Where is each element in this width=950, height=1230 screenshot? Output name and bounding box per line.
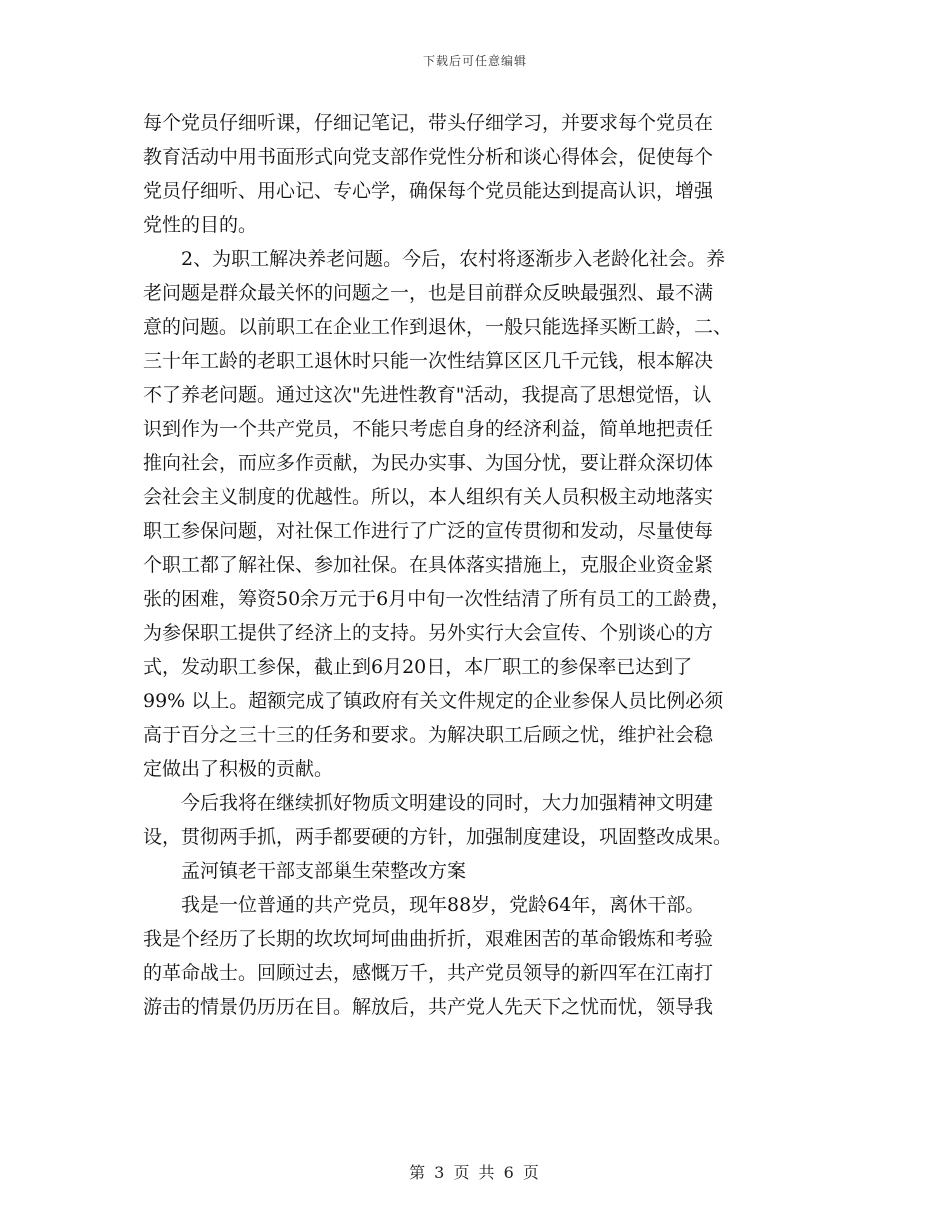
text-line: 党员仔细听、用心记、专心学，确保每个党员能达到提高认识，增强 <box>143 180 714 202</box>
text-line: 2、为职工解决养老问题。今后，农村将逐渐步入老龄化社会。养 <box>143 248 726 270</box>
text-line: 党性的目的。 <box>143 214 258 236</box>
text-line: 职工参保问题，对社保工作进行了广泛的宣传贯彻和发动，尽量使每 <box>143 520 714 542</box>
text-line: 教育活动中用书面形式向党支部作党性分析和谈心得体会，促使每个 <box>143 146 714 168</box>
text-line: 定做出了积极的贡献。 <box>143 758 334 780</box>
text-line: 为参保职工提供了经济上的支持。另外实行大会宣传、个别谈心的方 <box>143 622 714 644</box>
text-line: 老问题是群众最关怀的问题之一，也是目前群众反映最强烈、最不满 <box>143 282 714 304</box>
text-line: 三十年工龄的老职工退休时只能一次性结算区区几千元钱，根本解决 <box>143 350 714 372</box>
text-line: 推向社会，而应多作贡献，为民办实事、为国分忧，要让群众深切体 <box>143 452 714 474</box>
text-line: 的革命战士。回顾过去，感慨万千，共产党员领导的新四军在江南打 <box>143 962 714 984</box>
text-line: 不了养老问题。通过这次"先进性教育"活动，我提高了思想觉悟，认 <box>143 384 712 406</box>
text-line: 每个党员仔细听课，仔细记笔记，带头仔细学习，并要求每个党员在 <box>143 112 714 134</box>
page-number-footer: 第 3 页 共 6 页 <box>409 1163 541 1182</box>
text-line: 游击的情景仍历历在目。解放后，共产党人先天下之忧而忧，领导我 <box>143 996 714 1018</box>
text-line: 设，贯彻两手抓，两手都要硬的方针，加强制度建设，巩固整改成果。 <box>143 826 733 848</box>
text-line: 个职工都了解社保、参加社保。在具体落实措施上，克服企业资金紧 <box>143 554 714 576</box>
text-line: 我是一位普通的共产党员，现年88岁，党龄64年，离休干部。 <box>143 894 705 916</box>
text-line: 会社会主义制度的优越性。所以，本人组织有关人员积极主动地落实 <box>143 486 714 508</box>
text-line: 今后我将在继续抓好物质文明建设的同时，大力加强精神文明建 <box>143 792 714 814</box>
text-line: 式，发动职工参保，截止到6月20日，本厂职工的参保率已达到了 <box>143 656 693 678</box>
text-line: 我是个经历了长期的坎坎坷坷曲曲折折，艰难困苦的革命锻炼和考验 <box>143 928 714 950</box>
page-header: 下载后可任意编辑 <box>422 54 527 68</box>
text-line: 99% 以上。超额完成了镇政府有关文件规定的企业参保人员比例必须 <box>143 690 724 712</box>
section-title: 孟河镇老干部支部巢生荣整改方案 <box>143 860 467 882</box>
text-line: 识到作为一个共产党员，不能只考虑自身的经济利益，简单地把责任 <box>143 418 714 440</box>
text-line: 意的问题。以前职工在企业工作到退休，一般只能选择买断工龄，二、 <box>143 316 733 338</box>
text-line: 高于百分之三十三的任务和要求。为解决职工后顾之忧，维护社会稳 <box>143 724 714 746</box>
document-body <box>143 106 808 1024</box>
text-line: 张的困难，筹资50余万元于6月中旬一次性结清了所有员工的工龄费， <box>143 588 731 610</box>
